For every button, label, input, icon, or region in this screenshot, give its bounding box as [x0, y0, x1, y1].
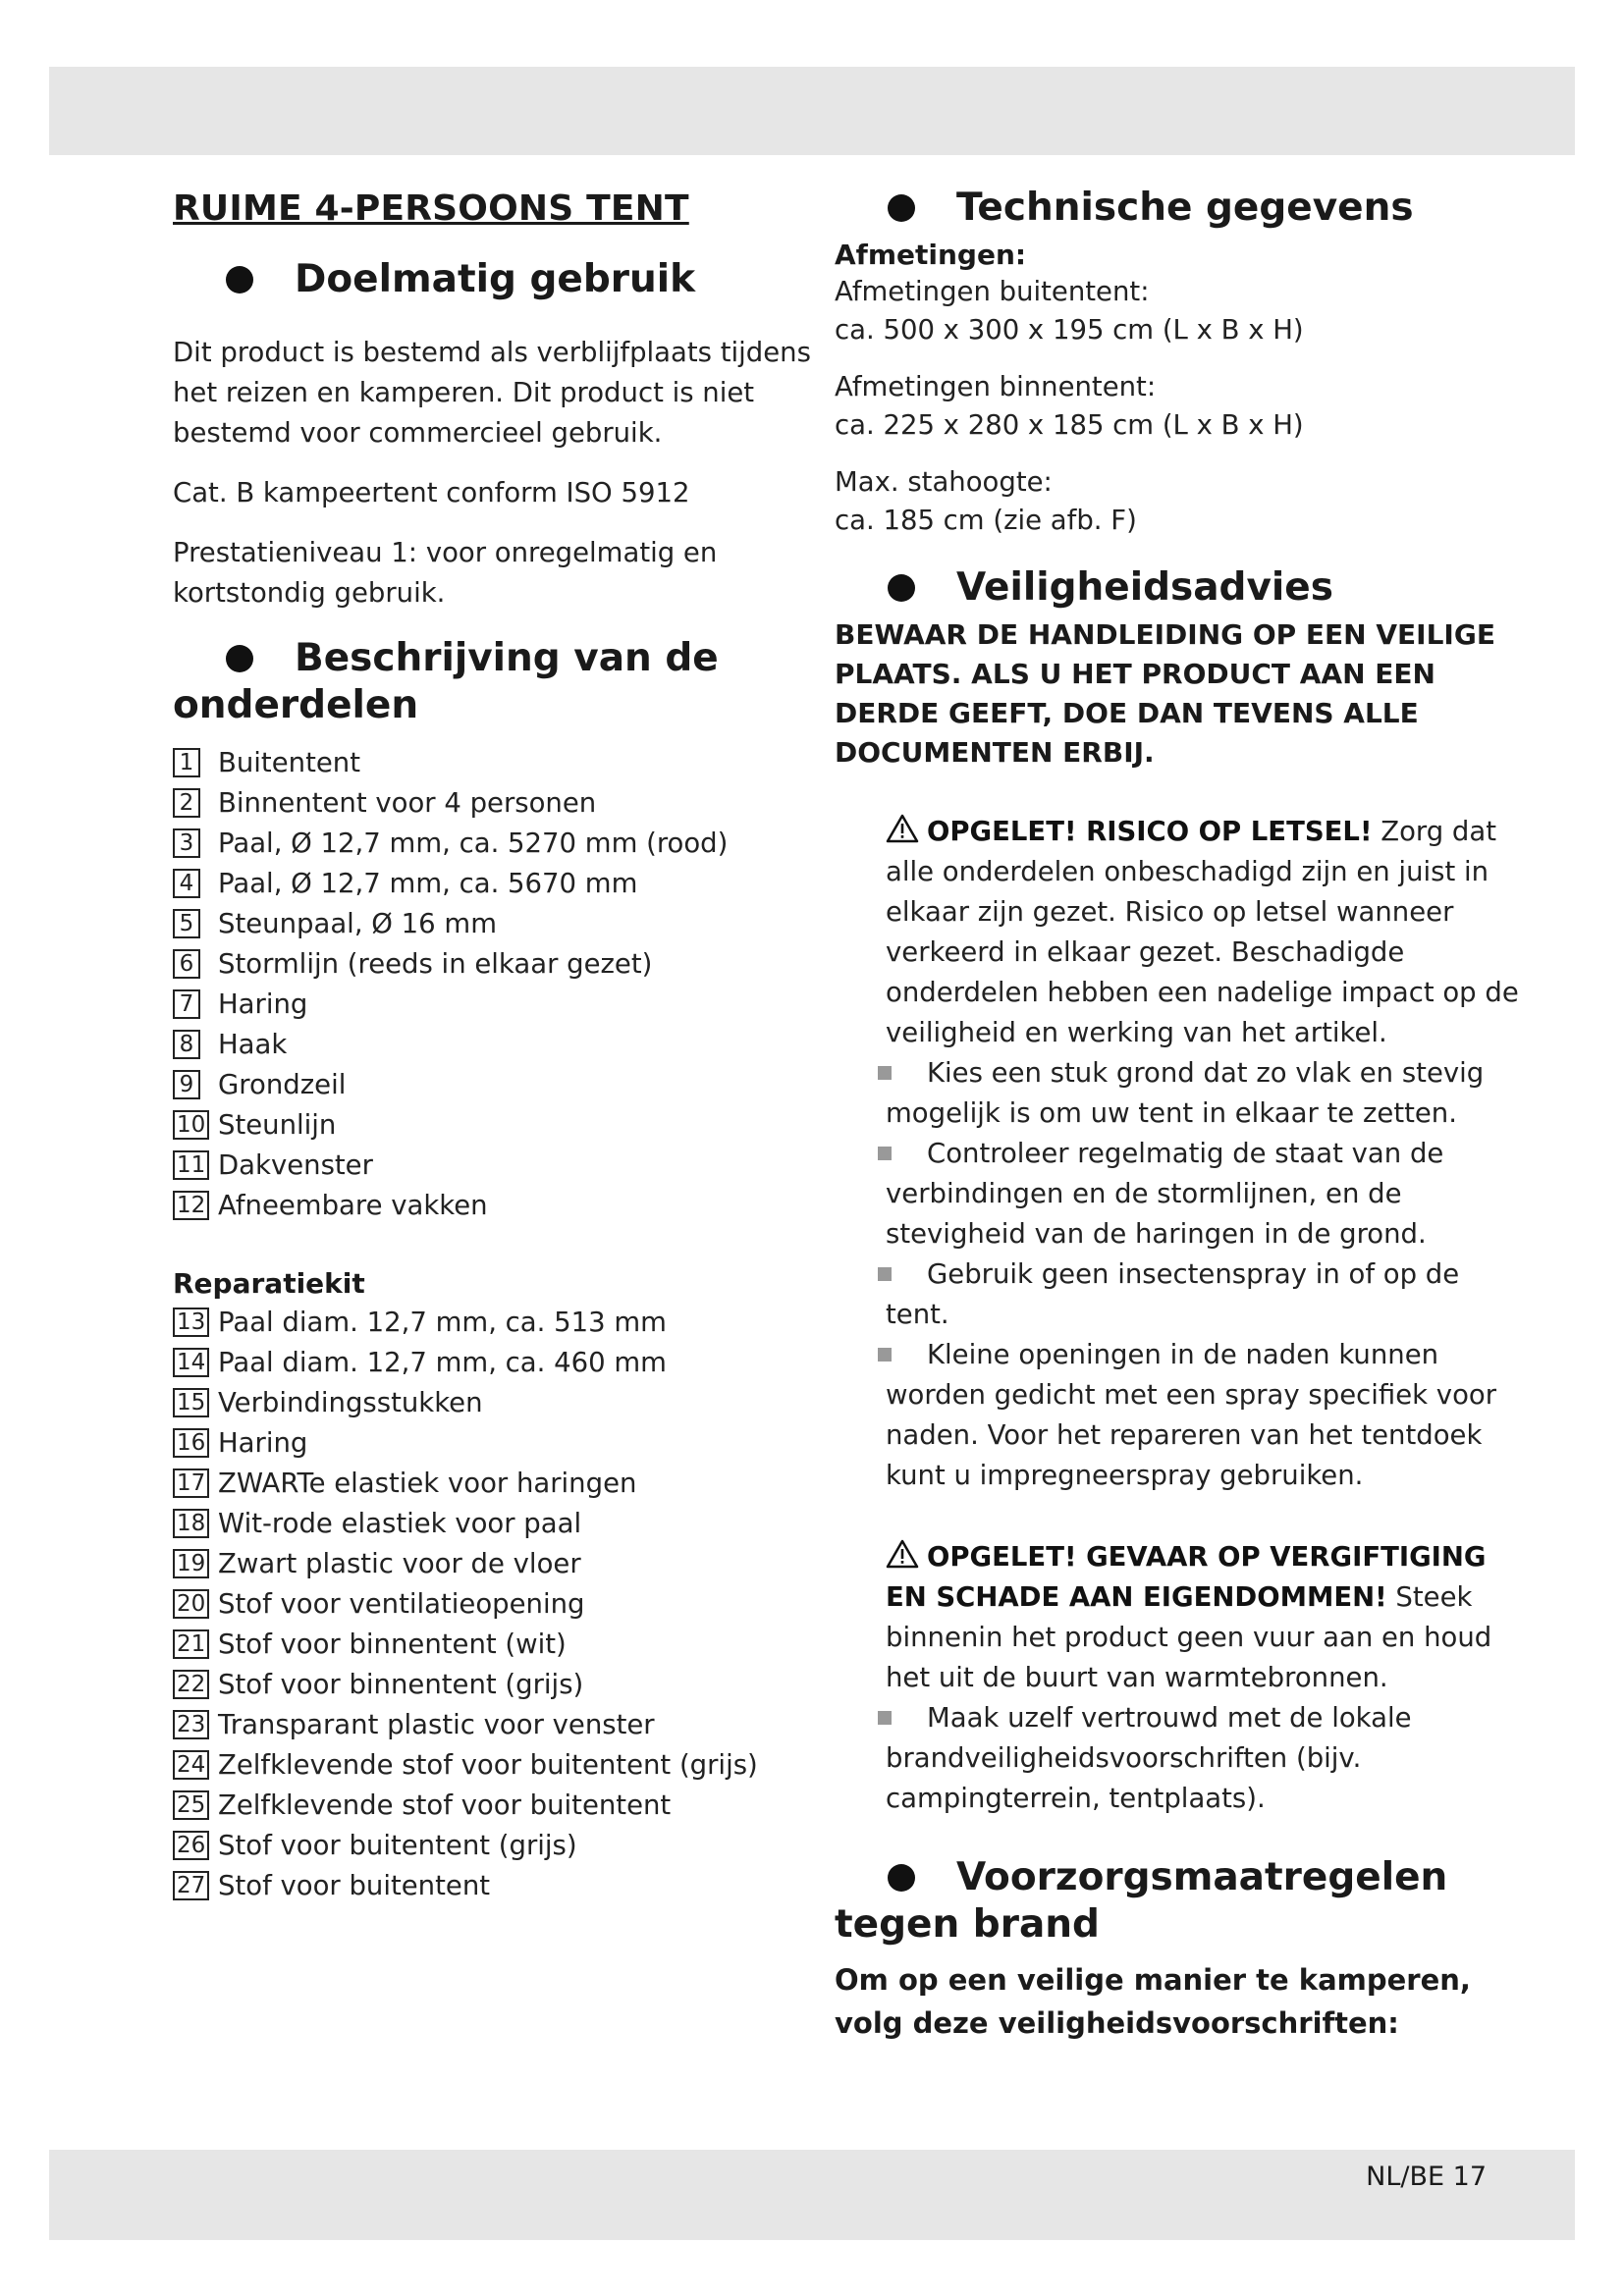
part-label: Verbindingsstukken — [218, 1387, 483, 1418]
part-number: 26 — [173, 1831, 209, 1860]
list-item — [173, 1146, 821, 1186]
safety-notice: BEWAAR DE HANDLEIDING OP EEN VEILIGE PLAATS. ALS U HET PRODUCT AAN EEN DERDE GEEFT, DOE DAN TEVENS ALLE DOCUMENTEN ERBIJ. — [835, 618, 1495, 769]
list-item-text: Gebruik geen insectenspray in of op de tent. — [886, 1258, 1460, 1330]
part-label: Buitentent — [218, 747, 360, 778]
part-number: 15 — [173, 1388, 209, 1417]
left-column — [173, 183, 821, 1906]
section-heading-fire-precautions — [835, 1854, 1522, 1949]
warning-title: OPGELET! RISICO OP LETSEL! — [927, 816, 1373, 847]
part-label: Stof voor ventilatieopening — [218, 1588, 585, 1620]
repair-kit-heading: Reparatiekit — [173, 1267, 365, 1300]
list-item — [173, 904, 821, 944]
part-number: 13 — [173, 1308, 209, 1337]
part-label: Zelfklevende stof voor buitentent — [218, 1789, 672, 1821]
part-number: 22 — [173, 1670, 209, 1699]
part-label: Zelfklevende stof voor buitentent (grijs) — [218, 1749, 758, 1781]
part-number: 24 — [173, 1750, 209, 1780]
list-item — [173, 1423, 821, 1464]
warning-text: Zorg dat alle onderdelen onbeschadigd zijn en juist in elkaar zijn gezet. Risico op letsel wanneer verkeerd in elkaar gezet. Beschadigde onderdelen hebben een nadelige impact op de veiligheid en werking van het artikel. — [886, 816, 1519, 1048]
parts-list — [173, 743, 821, 1226]
section-heading-text: Beschrijving van de onderdelen — [173, 636, 719, 727]
part-number: 10 — [173, 1110, 209, 1140]
list-item — [173, 944, 821, 985]
paragraph: Prestatieniveau 1: voor onregelmatig en kortstondig gebruik. — [173, 537, 718, 609]
paragraph: Cat. B kampeertent conform ISO 5912 — [173, 477, 690, 508]
dimensions-subheading: Afmetingen: — [835, 239, 1027, 271]
section-heading-safety — [835, 564, 1522, 612]
part-label: Haak — [218, 1029, 288, 1060]
square-bullet-icon — [878, 1711, 892, 1725]
part-label: Haring — [218, 1427, 308, 1459]
part-number: 9 — [173, 1070, 200, 1099]
part-label: Zwart plastic voor de vloer — [218, 1548, 581, 1579]
list-item — [173, 1544, 821, 1584]
list-item — [886, 1698, 1522, 1819]
list-item-text: Maak uzelf vertrouwd met de lokale brandveiligheidsvoorschriften (bijv. campingterrein, tentplaats). — [886, 1702, 1412, 1814]
list-item — [173, 1866, 821, 1906]
list-item — [173, 864, 821, 904]
section-heading-text: Technische gegevens — [956, 186, 1414, 230]
list-item — [173, 1303, 821, 1343]
list-item — [173, 1186, 821, 1226]
list-item — [173, 743, 821, 783]
paragraph: Dit product is bestemd als verblijfplaats tijdens het reizen en kamperen. Dit product is niet bestemd voor commercieel gebruik. — [173, 337, 811, 449]
list-item-text: Kleine openingen in de naden kunnen worden gedicht met een spray specifiek voor naden. Voor het repareren van het tentdoek kunt u impregneerspray gebruiken. — [886, 1339, 1497, 1491]
part-label: Stof voor binnentent (grijs) — [218, 1669, 584, 1700]
list-item — [173, 1584, 821, 1625]
section-heading-text: Doelmatig gebruik — [295, 257, 696, 301]
section-heading-intended-use — [173, 256, 821, 303]
part-number: 17 — [173, 1468, 209, 1498]
warning-triangle-icon — [886, 1539, 919, 1569]
part-number: 12 — [173, 1191, 209, 1220]
spec-value: ca. 185 cm (zie afb. F) — [835, 505, 1137, 536]
list-item — [173, 1786, 821, 1826]
list-item — [173, 1383, 821, 1423]
part-number: 4 — [173, 869, 200, 898]
header-band — [49, 67, 1575, 155]
list-item — [173, 1464, 821, 1504]
part-number: 19 — [173, 1549, 209, 1578]
list-item — [173, 985, 821, 1025]
part-label: Paal, Ø 12,7 mm, ca. 5670 mm — [218, 868, 638, 899]
warning-triangle-icon — [886, 814, 919, 843]
part-number: 6 — [173, 949, 200, 979]
list-item — [173, 1504, 821, 1544]
spec-value: ca. 500 x 300 x 195 cm (L x B x H) — [835, 314, 1304, 346]
section-heading-text: Voorzorgsmaatregelen tegen brand — [835, 1855, 1448, 1947]
warning-poisoning — [835, 1537, 1522, 1819]
part-label: Dakvenster — [218, 1149, 373, 1181]
fire-intro: Om op een veilige manier te kamperen, volg deze veiligheidsvoorschriften: — [835, 1963, 1471, 2040]
list-item — [173, 783, 821, 824]
page-number: NL/BE 17 — [1366, 2162, 1487, 2192]
part-label: Haring — [218, 988, 308, 1020]
part-number: 21 — [173, 1629, 209, 1659]
list-item — [886, 1134, 1522, 1255]
spec-label: Afmetingen binnentent: — [835, 371, 1157, 402]
section-heading-technical-data — [835, 185, 1522, 232]
list-item — [173, 1625, 821, 1665]
part-label: Paal diam. 12,7 mm, ca. 513 mm — [218, 1307, 667, 1338]
bullet-icon — [888, 194, 915, 222]
part-label: Steunpaal, Ø 16 mm — [218, 908, 497, 939]
part-label: Stof voor buitentent (grijs) — [218, 1830, 577, 1861]
footer-band — [49, 2150, 1575, 2240]
part-label: Stof voor buitentent — [218, 1870, 491, 1901]
spec-label: Max. stahoogte: — [835, 466, 1053, 498]
warning-title: OPGELET! GEVAAR OP VERGIFTIGING EN SCHADE AAN EIGENDOMMEN! — [886, 1541, 1487, 1613]
list-item — [173, 1745, 821, 1786]
part-number: 11 — [173, 1150, 209, 1180]
warning-injury — [835, 812, 1522, 1496]
part-number: 3 — [173, 828, 200, 858]
part-number: 8 — [173, 1030, 200, 1059]
list-item — [173, 1065, 821, 1105]
list-item — [173, 1826, 821, 1866]
part-label: Stof voor binnentent (wit) — [218, 1629, 567, 1660]
section-heading-parts — [173, 635, 821, 729]
square-bullet-icon — [878, 1066, 892, 1080]
list-item — [173, 824, 821, 864]
spec-label: Afmetingen buitentent: — [835, 276, 1150, 307]
list-item — [173, 1705, 821, 1745]
bullet-icon — [888, 1864, 915, 1892]
list-item-text: Controleer regelmatig de staat van de verbindingen en de stormlijnen, en de stevigheid van de haringen in de grond. — [886, 1138, 1444, 1250]
right-column — [835, 183, 1522, 2045]
part-number: 5 — [173, 909, 200, 938]
list-item-text: Kies een stuk grond dat zo vlak en stevig mogelijk is om uw tent in elkaar te zetten. — [886, 1057, 1485, 1129]
part-number: 27 — [173, 1871, 209, 1900]
part-label: Binnentent voor 4 personen — [218, 787, 597, 819]
part-label: Paal diam. 12,7 mm, ca. 460 mm — [218, 1347, 667, 1378]
part-label: Stormlijn (reeds in elkaar gezet) — [218, 948, 653, 980]
part-number: 18 — [173, 1509, 209, 1538]
section-heading-text: Veiligheidsadvies — [956, 565, 1333, 610]
part-number: 25 — [173, 1790, 209, 1820]
part-number: 7 — [173, 989, 200, 1019]
bullet-icon — [226, 645, 253, 672]
list-item — [173, 1105, 821, 1146]
bullet-icon — [888, 574, 915, 602]
repair-kit-list — [173, 1303, 821, 1906]
square-bullet-icon — [878, 1267, 892, 1281]
bullet-icon — [226, 266, 253, 294]
part-number: 23 — [173, 1710, 209, 1739]
list-item — [886, 1053, 1522, 1134]
list-item — [886, 1335, 1522, 1496]
part-label: Steunlijn — [218, 1109, 337, 1141]
warning-text: Steek binnenin het product geen vuur aan en houd het uit de buurt van warmtebronnen. — [886, 1581, 1492, 1693]
document-title: RUIME 4-PERSOONS TENT — [173, 188, 689, 229]
part-label: ZWARTe elastiek voor haringen — [218, 1468, 637, 1499]
part-number: 1 — [173, 748, 200, 777]
part-label: Wit-rode elastiek voor paal — [218, 1508, 582, 1539]
square-bullet-icon — [878, 1147, 892, 1160]
part-number: 2 — [173, 788, 200, 818]
square-bullet-icon — [878, 1348, 892, 1362]
part-label: Grondzeil — [218, 1069, 347, 1100]
list-item — [173, 1343, 821, 1383]
part-label: Transparant plastic voor venster — [218, 1709, 655, 1740]
part-label: Afneembare vakken — [218, 1190, 488, 1221]
part-label: Paal, Ø 12,7 mm, ca. 5270 mm (rood) — [218, 828, 729, 859]
spec-value: ca. 225 x 280 x 185 cm (L x B x H) — [835, 409, 1304, 441]
part-number: 14 — [173, 1348, 209, 1377]
list-item — [173, 1665, 821, 1705]
list-item — [173, 1025, 821, 1065]
list-item — [886, 1255, 1522, 1335]
part-number: 20 — [173, 1589, 209, 1619]
part-number: 16 — [173, 1428, 209, 1458]
